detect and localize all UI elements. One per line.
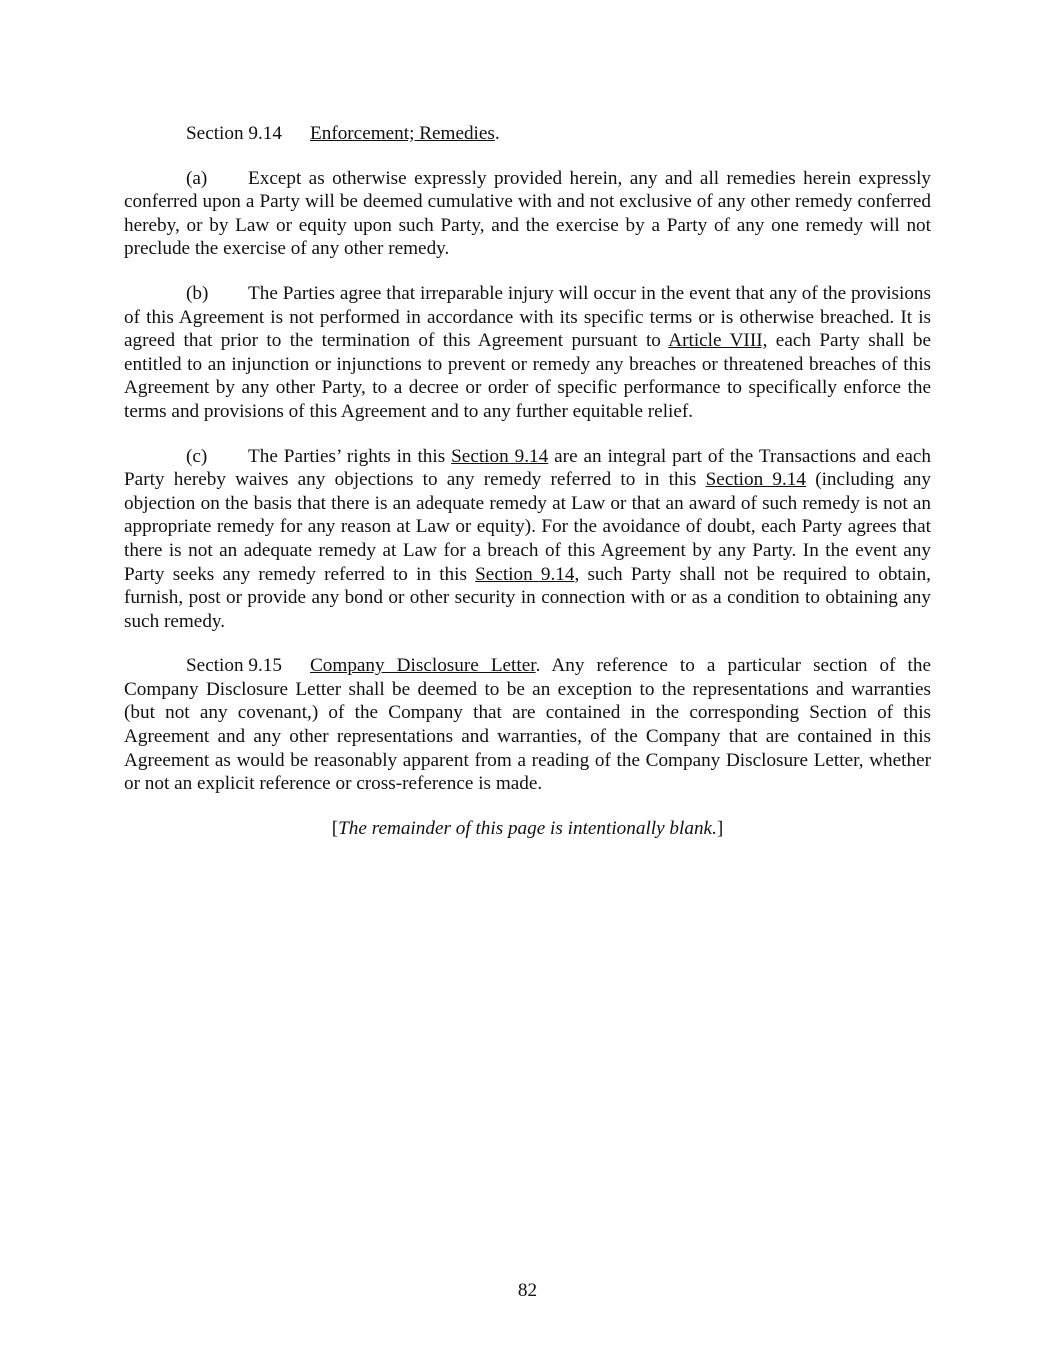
section-9-15 <box>124 654 931 796</box>
paragraph-b <box>124 282 931 424</box>
cross-reference: Section 9.14 <box>475 563 575 585</box>
paragraph-text: . Any reference to a particular section of the Company Disclosure Letter shall be deemed to be an exception to the representations and warranties (but not any covenant,) of the Company that are contained in the corresponding Section of this Agreement and any other representations and warranties, of the Company that are contained in this Agreement as would be reasonably apparent from a reading of the Company Disclosure Letter, whether or not an explicit reference or cross-reference is made. <box>124 655 932 795</box>
cross-reference: Section 9.14 <box>705 469 806 491</box>
paragraph-label: (c) <box>186 445 208 467</box>
cross-reference: Article VIII, <box>668 330 768 352</box>
section-number: Section 9.15 <box>186 655 282 677</box>
heading-period: . <box>494 123 500 144</box>
page-number: 82 <box>517 1280 538 1301</box>
paragraph-text: are an integral part of the Transactions and each Party hereby waives any objections to any remedy referred to in this <box>124 445 932 491</box>
cross-reference: Section 9.14 <box>451 445 549 467</box>
paragraph-label: (a) <box>186 167 208 189</box>
section-number: Section 9.14 <box>186 123 282 144</box>
bracket-open: [ <box>331 817 339 839</box>
paragraph-label: (b) <box>186 282 209 304</box>
paragraph-text: (including any objection on the basis that there is an adequate remedy at Law or that an award of such remedy is not an appropriate remedy for any reason at Law or equity). For the avoidance of doubt, each Party agrees that there is not an adequate remedy at Law for a breach of this Agreement by any Party. In the event any Party seeks any remedy referred to in this <box>124 469 931 585</box>
bracket-close: ] <box>716 817 724 839</box>
paragraph-text: each Party shall be entitled to an injunction or injunctions to prevent or remedy any breaches or threatened breaches of this Agreement by any other Party, to a decree or order of specific performance to specifically enforce the terms and provisions of this Agreement and to any further equitable relief. <box>124 330 932 422</box>
paragraph-text: The Parties agree that irreparable injury will occur in the event that any of the provisions of this Agreement is not performed in accordance with its specific terms or is otherwise breached. It is agreed that prior to the termination of this Agreement pursuant to <box>124 282 931 352</box>
document-page <box>124 122 931 861</box>
section-9-14-heading <box>124 122 931 146</box>
blank-note-text: The remainder of this page is intentionally blank. <box>338 817 717 839</box>
paragraph-text: Except as otherwise expressly provided herein, any and all remedies herein expressly conferred upon a Party will be deemed cumulative with and not exclusive of any other remedy conferred hereby, or by Law or equity upon such Party, and the exercise by a Party of any one remedy will not preclude the exercise of any other remedy. <box>124 167 931 260</box>
paragraph-c <box>124 445 931 634</box>
section-title: Enforcement; Remedies <box>310 123 495 144</box>
paragraph-text: The Parties’ rights in this <box>248 445 452 467</box>
blank-page-note <box>124 817 931 841</box>
section-title: Company Disclosure Letter <box>310 655 536 677</box>
paragraph-a <box>124 167 931 261</box>
paragraph-text: , such Party shall not be required to obtain, furnish, post or provide any bond or other security in connection with or as a condition to obtaining any such remedy. <box>124 563 931 632</box>
